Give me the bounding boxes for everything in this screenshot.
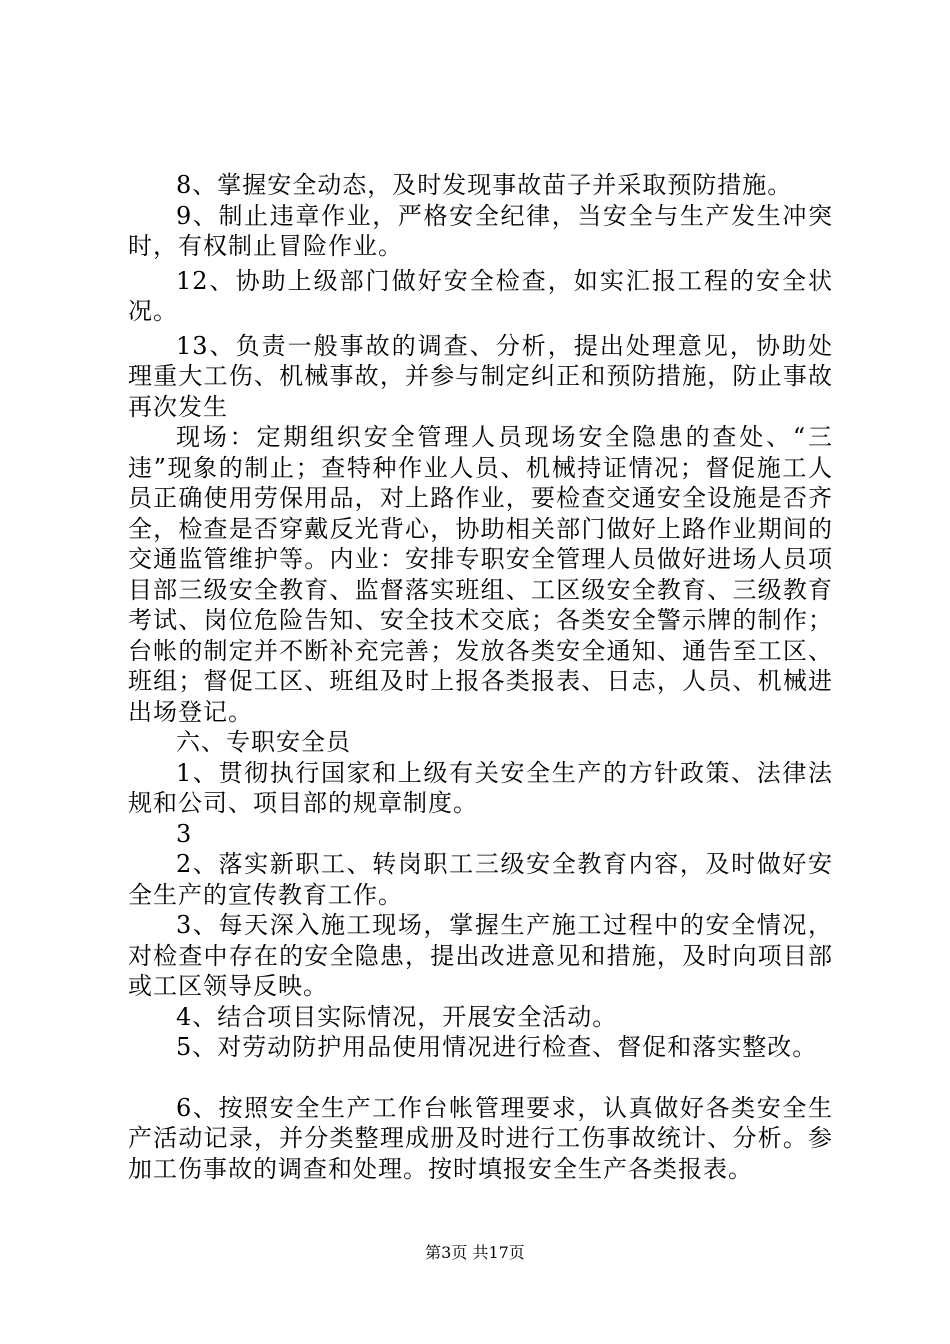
paragraph-item-13: 13、负责一般事故的调查、分析，提出处理意见，协助处理重大工伤、机械事故，并参与制定纠正和预防措施，防止事故再次发生 xyxy=(128,331,833,421)
paragraph-item-12: 12、协助上级部门做好安全检查，如实汇报工程的安全状况。 xyxy=(128,266,833,325)
paragraph-item-6: 6、按照安全生产工作台帐管理要求，认真做好各类安全生产活动记录，并分类整理成册及时进行工伤事故统计、分析。参加工伤事故的调查和处理。按时填报安全生产各类报表。 xyxy=(128,1093,833,1183)
paragraph-item-4: 4、结合项目实际情况，开展安全活动。 xyxy=(176,1002,618,1031)
section-heading-safety-officer: 六、专职安全员 xyxy=(176,728,351,756)
paragraph-site-and-internal-work: 现场：定期组织安全管理人员现场安全隐患的查处、“三违”现象的制止；查特种作业人员、机械持证情况；督促施工人员正确使用劳保用品，对上路作业，要检查交通安全设施是否齐全，检查是否穿戴反光背心，协助相关部门做好上路作业期间的交通监管维护等。内业：安排专职安全管理人员做好进场人员项目部三级安全教育、监督落实班组、工区级安全教育、三级教育考试、岗位危险告知、安全技术交底；各类安全警示牌的制作；台帐的制定并不断补充完善；发放各类安全通知、通告至工区、班组；督促工区、班组及时上报各类报表、日志，人员、机械进出场登记。 xyxy=(128,423,833,726)
paragraph-item-1: 1、贯彻执行国家和上级有关安全生产的方针政策、法律法规和公司、项目部的规章制度。 xyxy=(128,758,833,817)
paragraph-item-8: 8、掌握安全动态，及时发现事故苗子并采取预防措施。 xyxy=(176,171,793,199)
paragraph-item-9: 9、制止违章作业，严格安全纪律，当安全与生产发生冲突时，有权制止冒险作业。 xyxy=(128,201,833,260)
page-footer: 第3页 共17页 xyxy=(425,1243,525,1262)
document-body xyxy=(128,170,833,1184)
stray-page-number: 3 xyxy=(176,819,193,848)
paragraph-item-3: 3、每天深入施工现场，掌握生产施工过程中的安全情况，对检查中存在的安全隐患，提出改进意见和措施，及时向项目部或工区领导反映。 xyxy=(128,911,833,1000)
paragraph-item-2: 2、落实新职工、转岗职工三级安全教育内容，及时做好安全生产的宣传教育工作。 xyxy=(128,850,833,909)
paragraph-item-5: 5、对劳动防护用品使用情况进行检查、督促和落实整改。 xyxy=(176,1033,818,1061)
